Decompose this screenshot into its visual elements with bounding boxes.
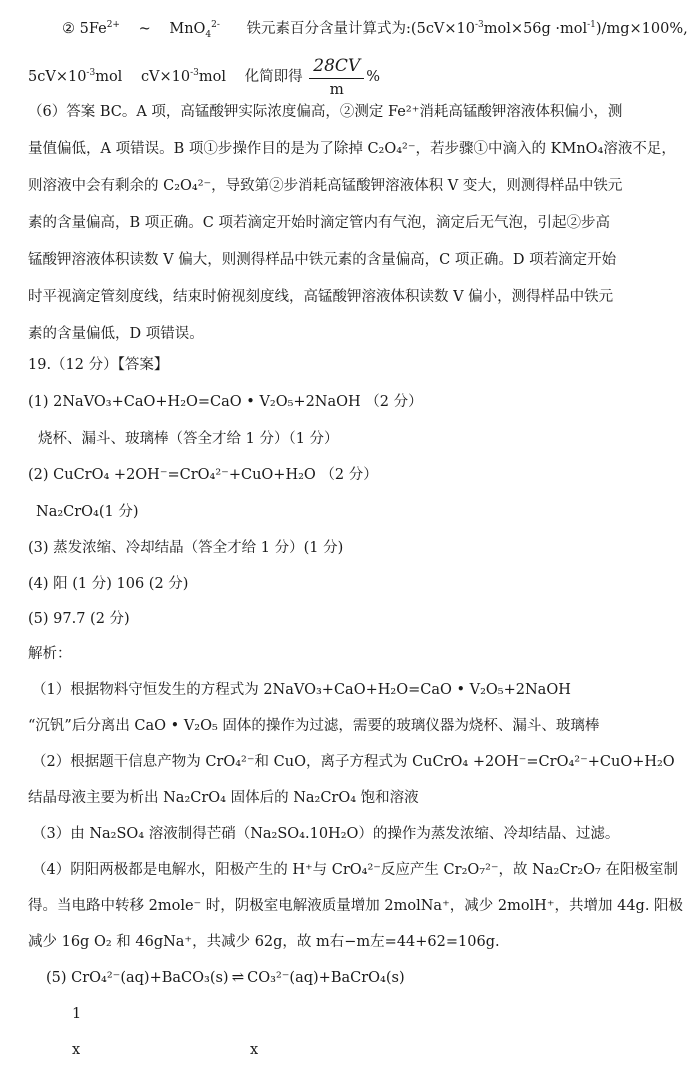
fe-ion: ② 5Fe (62, 21, 107, 37)
term-a: 5cV×10 (28, 69, 87, 85)
equilibrium-row-2b: x (250, 1042, 259, 1058)
exponent: -1 (587, 20, 596, 31)
answer6-line-2: 量值偏低，A 项错误。B 项①步操作目的是为了除掉 C₂O₄²⁻，若步骤①中滴入的 KMnO₄溶液不足， (28, 141, 676, 157)
q19-answer-4: (4) 阳 (1 分) 106 (2 分) (28, 576, 189, 592)
unit: mol (198, 69, 227, 85)
equilibrium-arrow-icon: ⇌ (231, 968, 245, 986)
percent-sign: % (366, 69, 380, 85)
simplify-label: 化简即得 (244, 69, 303, 85)
q19-answer-1b: 烧杯、漏斗、玻璃棒（答全才给 1 分）（1 分） (38, 431, 339, 447)
fraction (309, 55, 364, 99)
subscript: 4 (205, 29, 212, 40)
term-b: cV×10 (140, 69, 191, 85)
simplified-formula-line (28, 55, 380, 99)
charge: 2+ (106, 20, 120, 31)
q19-answer-5: (5) 97.7 (2 分) (28, 611, 130, 627)
analysis-4c: 减少 16g O₂ 和 46gNa⁺，共减少 62g，故 m右−m左=44+62=106g. (28, 934, 500, 950)
analysis-4b: 得。当电路中转移 2mole⁻ 时，阴极室电解液质量增加 2molNa⁺，减少 2molH⁺，共增加 44g. 阳极 (28, 898, 684, 914)
analysis-2b: 结晶母液主要为析出 Na₂CrO₄ 固体后的 Na₂CrO₄ 饱和溶液 (28, 790, 419, 806)
equilibrium-equation (46, 967, 405, 988)
unit: mol (95, 69, 123, 85)
q19-header: 19.（12 分）【答案】 (28, 357, 169, 373)
fraction-numerator: 28CV (309, 55, 364, 79)
analysis-2: （2）根据题干信息产物为 CrO₄²⁻和 CuO，离子方程式为 CuCrO₄ +2OH⁻=CrO₄²⁻+CuO+H₂O (32, 754, 675, 770)
q19-answer-1: (1) 2NaVO₃+CaO+H₂O=CaO • V₂O₅+2NaOH （2 分） (28, 394, 423, 410)
equation-right: CO₃²⁻(aq)+BaCrO₄(s) (247, 970, 405, 986)
formula-text-2: mol×56g ·mol (483, 21, 588, 37)
fraction-denominator: m (329, 80, 344, 98)
tilde: ~ (138, 21, 151, 37)
exponent: -3 (190, 68, 199, 79)
q19-answer-3: (3) 蒸发浓缩、冷却结晶（答全才给 1 分）(1 分) (28, 540, 344, 556)
analysis-1b: “沉钒”后分离出 CaO • V₂O₅ 固体的操作为过滤，需要的玻璃仪器为烧杯、漏斗、玻璃棒 (28, 718, 600, 734)
iron-percentage-formula-line (62, 19, 688, 39)
equilibrium-row-2a: x (72, 1042, 81, 1058)
answer6-line-1: （6）答案 BC。A 项，高锰酸钾实际浓度偏高，②测定 Fe²⁺消耗高锰酸钾溶液体积偏小，测 (28, 104, 623, 120)
answer6-line-5: 锰酸钾溶液体积读数 V 偏大，则测得样品中铁元素的含量偏高，C 项正确。D 项若滴定开始 (28, 252, 617, 268)
analysis-4a: （4）阴阳两极都是电解水，阳极产生的 H⁺与 CrO₄²⁻反应产生 Cr₂O₇²⁻，故 Na₂Cr₂O₇ 在阳极室制 (32, 862, 678, 878)
q19-answer-2: (2) CuCrO₄ +2OH⁻=CrO₄²⁻+CuO+H₂O （2 分） (28, 467, 378, 483)
answer6-line-4: 素的含量偏高，B 项正确。C 项若滴定开始时滴定管内有气泡，滴定后无气泡，引起②步高 (28, 215, 610, 231)
answer6-line-3: 则溶液中会有剩余的 C₂O₄²⁻，导致第②步消耗高锰酸钾溶液体积 V 变大，则测得样品中铁元 (28, 178, 623, 194)
answer6-line-6: 时平视滴定管刻度线，结束时俯视刻度线，高锰酸钾溶液体积读数 V 偏小，测得样品中铁元 (28, 289, 614, 305)
analysis-3: （3）由 Na₂SO₄ 溶液制得芒硝（Na₂SO₄.10H₂O）的操作为蒸发浓缩、冷却结晶、过滤。 (32, 826, 620, 842)
analysis-1: （1）根据物料守恒发生的方程式为 2NaVO₃+CaO+H₂O=CaO • V₂O₅+2NaOH (32, 682, 571, 698)
answer6-line-7: 素的含量偏低，D 项错误。 (28, 326, 204, 342)
exponent: -3 (86, 68, 96, 79)
charge: 2- (211, 20, 220, 31)
formula-text-3: )/mg×100%, (595, 21, 688, 37)
analysis-title: 解析： (28, 646, 72, 662)
q19-answer-2b: Na₂CrO₄(1 分) (36, 504, 139, 520)
equation-left: (5) CrO₄²⁻(aq)+BaCO₃(s) (46, 970, 229, 986)
exponent: -3 (475, 20, 484, 31)
equilibrium-row-1: 1 (72, 1006, 82, 1022)
permanganate: MnO (169, 21, 206, 37)
formula-text: 铁元素百分含量计算式为:(5cV×10 (246, 21, 476, 37)
